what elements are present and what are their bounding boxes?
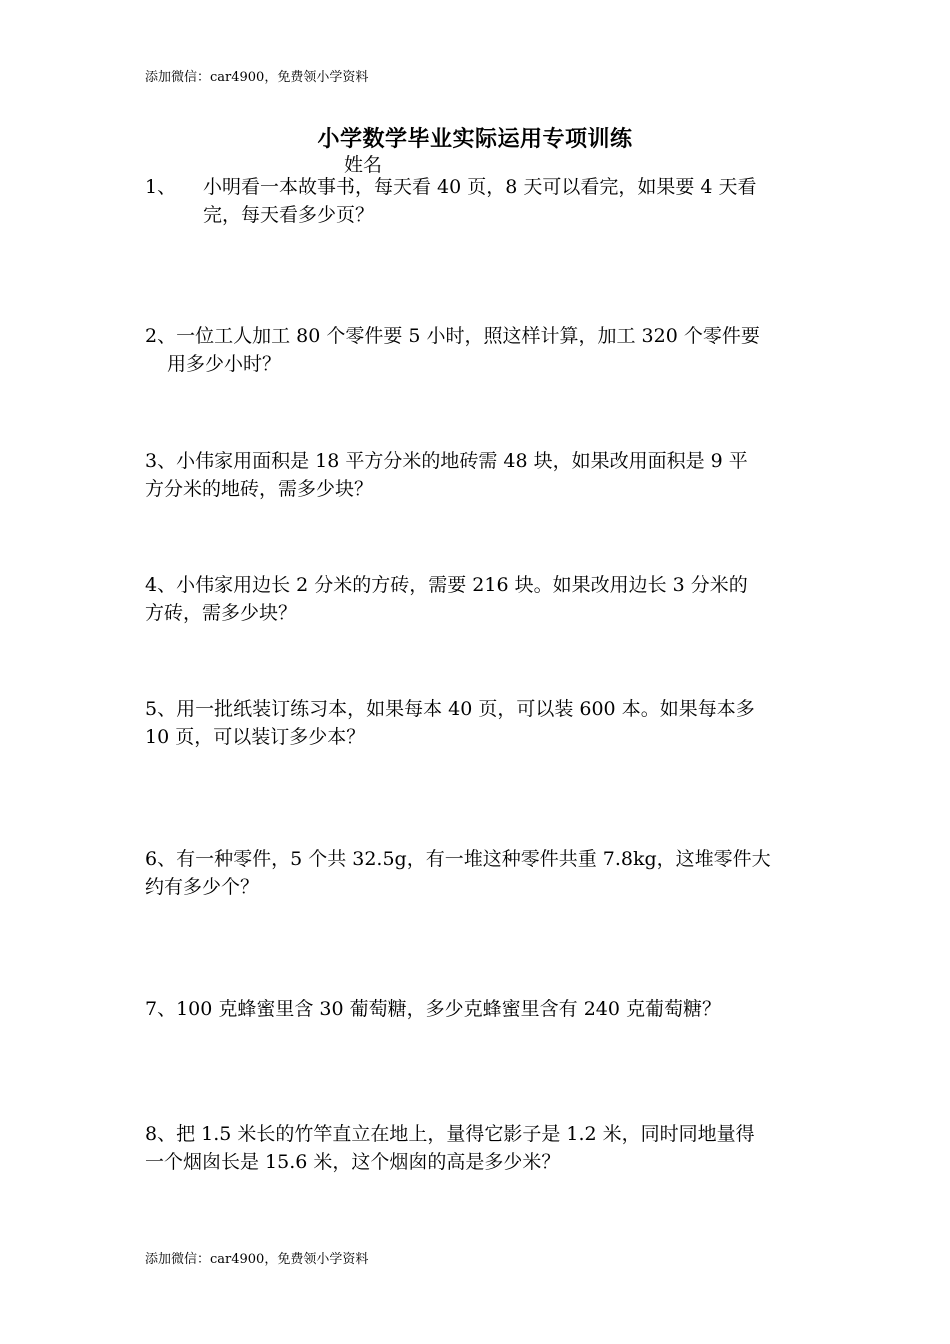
question-text-line: 2、一位工人加工 80 个零件要 5 小时，照这样计算，加工 320 个零件要 bbox=[145, 325, 760, 347]
question-6 bbox=[145, 845, 810, 901]
question-text-line: 方分米的地砖，需多少块？ bbox=[145, 478, 374, 500]
page-title: 小学数学毕业实际运用专项训练 bbox=[317, 126, 633, 152]
question-2 bbox=[145, 322, 810, 378]
question-8 bbox=[145, 1120, 810, 1176]
question-text-line: 约有多少个？ bbox=[145, 876, 260, 898]
question-text-line: 3、小伟家用面积是 18 平方分米的地砖需 48 块，如果改用面积是 9 平 bbox=[145, 450, 748, 472]
question-3 bbox=[145, 447, 810, 503]
question-text-line: 6、有一种零件，5 个共 32.5g，有一堆这种零件共重 7.8kg，这堆零件大 bbox=[145, 848, 771, 870]
question-5 bbox=[145, 695, 810, 751]
question-text-line: 用多少小时？ bbox=[167, 353, 282, 375]
question-text-line: 4、小伟家用边长 2 分米的方砖，需要 216 块。如果改用边长 3 分米的 bbox=[145, 574, 748, 596]
header-watermark: 添加微信：car4900，免费领小学资料 bbox=[145, 70, 369, 85]
question-7 bbox=[145, 995, 810, 1023]
question-text-line: 5、用一批纸装订练习本，如果每本 40 页，可以装 600 本。如果每本多 bbox=[145, 698, 755, 720]
name-label: 姓名 bbox=[344, 154, 383, 176]
question-number: 1、 bbox=[145, 176, 177, 198]
question-text-line: 8、把 1.5 米长的竹竿直立在地上，量得它影子是 1.2 米，同时同地量得 bbox=[145, 1123, 755, 1145]
question-text-line: 7、100 克蜂蜜里含 30 葡萄糖，多少克蜂蜜里含有 240 克葡萄糖？ bbox=[145, 998, 721, 1020]
footer-watermark: 添加微信：car4900，免费领小学资料 bbox=[145, 1252, 369, 1267]
question-text-line: 完，每天看多少页？ bbox=[203, 204, 375, 226]
question-text-line: 小明看一本故事书，每天看 40 页，8 天可以看完，如果要 4 天看 bbox=[203, 176, 757, 198]
question-text-line: 一个烟囱长是 15.6 米，这个烟囱的高是多少米？ bbox=[145, 1151, 561, 1173]
question-text-line: 方砖，需多少块？ bbox=[145, 602, 298, 624]
question-text-line: 10 页，可以装订多少本？ bbox=[145, 726, 366, 748]
question-4 bbox=[145, 571, 810, 627]
